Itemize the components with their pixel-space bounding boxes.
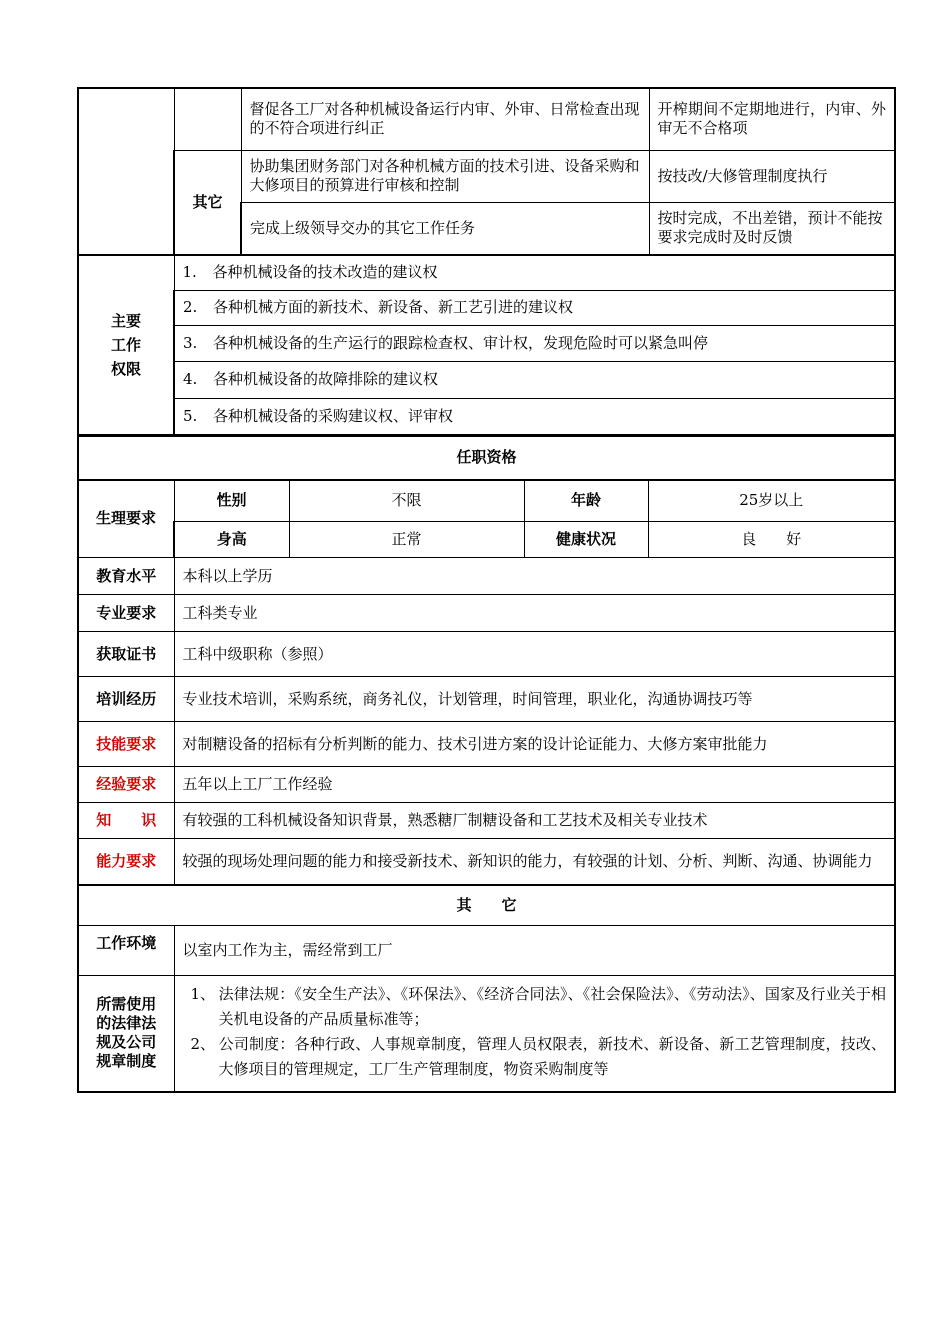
education-label: 教育水平: [78, 558, 174, 595]
authority-item: [174, 398, 895, 434]
laws-label: 所需使用的法律法规及公司规章制度: [78, 976, 174, 1092]
environment-value: 以室内工作为主，需经常到工厂: [174, 926, 895, 976]
duty-standard: 按时完成，不出差错，预计不能按要求完成时及时反馈: [649, 202, 895, 254]
experience-value: 五年以上工厂工作经验: [174, 767, 895, 803]
law-item: [183, 982, 887, 1032]
age-label: 年龄: [524, 480, 648, 522]
knowledge-value: 有较强的工科机械设备知识背景，熟悉糖厂制糖设备和工艺技术及相关专业技术: [174, 803, 895, 839]
authority-label-line: 主要: [110, 311, 141, 330]
authority-label-line: 工作: [110, 335, 141, 354]
gender-value: 不限: [289, 480, 524, 522]
qualification-title: 任职资格: [78, 436, 895, 480]
law-item-number: 2、: [190, 1035, 216, 1054]
authority-label: [78, 255, 174, 434]
authority-item: [174, 255, 895, 290]
authority-item-number: 1.: [182, 263, 197, 281]
authority-item-text: 各种机械设备的生产运行的跟踪检查权、审计权，发现危险时可以紧急叫停: [213, 333, 709, 352]
other-duties-label: 其它: [174, 150, 241, 254]
height-label: 身高: [174, 522, 289, 558]
duties-blank-cell: [78, 88, 174, 254]
knowledge-label: 知 识: [78, 803, 174, 839]
law-item: [183, 1032, 887, 1082]
law-item-text: 法律法规：《安全生产法》、《环保法》、《经济合同法》、《社会保险法》、《劳动法》、国家及行业关于相关机电设备的产品质量标准等；: [218, 985, 887, 1029]
duty-task: 协助集团财务部门对各种机械方面的技术引进、设备采购和大修项目的预算进行审核和控制: [241, 150, 649, 202]
other-table: [77, 885, 896, 1093]
authority-item-number: 2.: [183, 298, 198, 316]
health-value: 良 好: [648, 522, 895, 558]
training-value: 专业技术培训，采购系统，商务礼仪，计划管理，时间管理，职业化，沟通协调技巧等: [174, 677, 895, 722]
authority-table: [77, 255, 896, 435]
authority-item-number: 4.: [183, 370, 198, 388]
physical-label: 生理要求: [78, 480, 174, 558]
age-value: 25岁以上: [648, 480, 895, 522]
major-value: 工科类专业: [174, 595, 895, 632]
health-label: 健康状况: [524, 522, 648, 558]
major-label: 专业要求: [78, 595, 174, 632]
training-label: 培训经历: [78, 677, 174, 722]
duty-task: 督促各工厂对各种机械设备运行内审、外审、日常检查出现的不符合项进行纠正: [241, 88, 649, 150]
ability-value: 较强的现场处理问题的能力和接受新技术、新知识的能力，有较强的计划、分析、判断、沟通、协调能力: [174, 839, 895, 885]
qualification-table: [77, 435, 896, 886]
skill-value: 对制糖设备的招标有分析判断的能力、技术引进方案的设计论证能力、大修方案审批能力: [174, 722, 895, 767]
authority-item-number: 5.: [183, 406, 198, 425]
experience-label: 经验要求: [78, 767, 174, 803]
law-item-number: 1、: [190, 985, 216, 1004]
duties-table: [77, 87, 896, 255]
ability-label: 能力要求: [78, 839, 174, 885]
authority-item: [174, 290, 895, 325]
authority-item: [174, 361, 895, 398]
authority-item-number: 3.: [183, 333, 198, 352]
authority-item-text: 各种机械设备的技术改造的建议权: [212, 263, 438, 281]
job-description-sheet: [77, 87, 894, 1093]
education-value: 本科以上学历: [174, 558, 895, 595]
duty-standard: 开榨期间不定期地进行，内审、外审无不合格项: [649, 88, 895, 150]
authority-label-line: 权限: [110, 359, 141, 378]
law-item-text: 公司制度：各种行政、人事规章制度，管理人员权限表，新技术、新设备、新工艺管理制度，技改、大修项目的管理规定，工厂生产管理制度，物资采购制度等: [218, 1035, 887, 1079]
duty-task: 完成上级领导交办的其它工作任务: [241, 202, 649, 254]
authority-item: [174, 325, 895, 361]
authority-item-text: 各种机械设备的故障排除的建议权: [213, 370, 439, 388]
environment-label: 工作环境: [78, 926, 174, 976]
certificate-value: 工科中级职称（参照）: [174, 632, 895, 677]
authority-item-text: 各种机械设备的采购建议权、评审权: [213, 406, 454, 425]
other-title: 其 它: [78, 886, 895, 926]
certificate-label: 获取证书: [78, 632, 174, 677]
gender-label: 性别: [174, 480, 289, 522]
duties-subcategory-blank: [174, 88, 241, 150]
authority-item-text: 各种机械方面的新技术、新设备、新工艺引进的建议权: [213, 298, 574, 316]
height-value: 正常: [289, 522, 524, 558]
skill-label: 技能要求: [78, 722, 174, 767]
duty-standard: 按技改/大修管理制度执行: [649, 150, 895, 202]
laws-value: [174, 976, 895, 1092]
